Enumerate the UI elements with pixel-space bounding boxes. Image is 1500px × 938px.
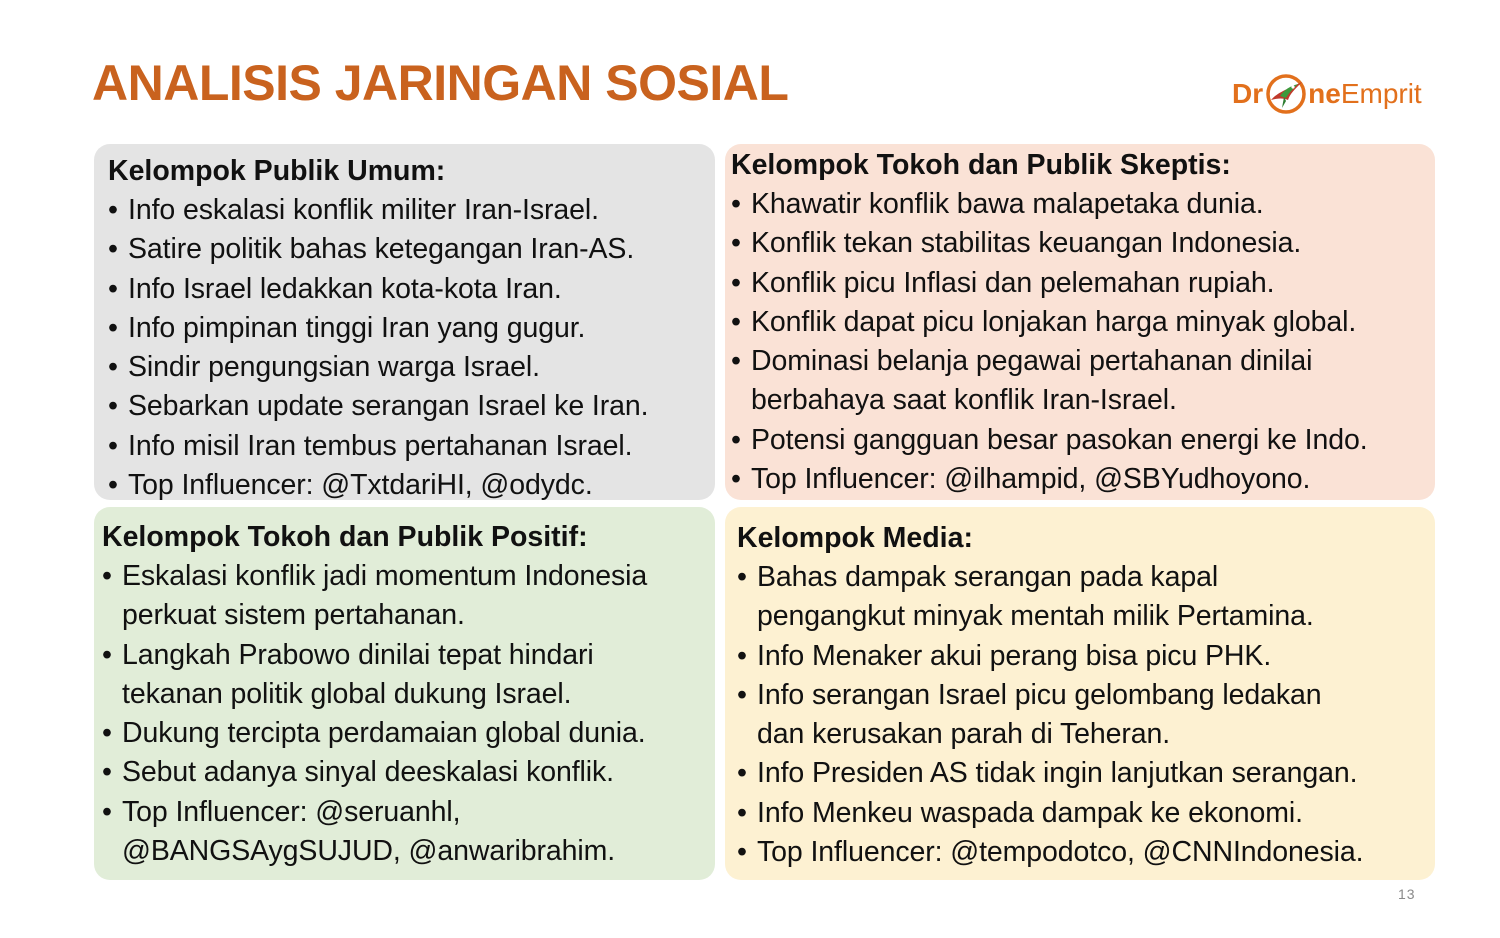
logo-text-emprit: Emprit: [1340, 78, 1422, 109]
list-item: • Top Influencer: @ilhampid, @SBYudhoyono.: [731, 460, 1368, 499]
panel-title: Kelompok Media:: [737, 522, 973, 554]
list-item: • Info misil Iran tembus pertahanan Israel.: [108, 427, 648, 466]
panel-tokoh-skeptis: [725, 144, 1435, 500]
logo-text-ne: ne: [1308, 78, 1341, 109]
drone-emprit-logo: [1232, 66, 1442, 122]
list-item: • Info Menaker akui perang bisa picu PHK.: [737, 637, 1363, 676]
list-item: • Top Influencer: @seruanhl, @BANGSAygSUJUD, @anwaribrahim.: [102, 793, 647, 872]
panel-tokoh-positif: [94, 507, 715, 880]
list-item: • Khawatir konflik bawa malapetaka dunia.: [731, 185, 1368, 224]
slide-title: ANALISIS JARINGAN SOSIAL: [92, 55, 789, 111]
list-item: • Info Menkeu waspada dampak ke ekonomi.: [737, 794, 1363, 833]
list-item: • Top Influencer: @tempodotco, @CNNIndonesia.: [737, 833, 1363, 872]
bullet-list: [737, 558, 1363, 872]
list-item: • Potensi gangguan besar pasokan energi ke Indo.: [731, 421, 1368, 460]
list-item: • Info pimpinan tinggi Iran yang gugur.: [108, 309, 648, 348]
page-number: 13: [1398, 886, 1416, 902]
list-item: • Sebut adanya sinyal deeskalasi konflik.: [102, 753, 647, 792]
panel-title: Kelompok Publik Umum:: [108, 155, 446, 187]
list-item: • Konflik dapat picu lonjakan harga minyak global.: [731, 303, 1368, 342]
list-item: • Langkah Prabowo dinilai tepat hindari tekanan politik global dukung Israel.: [102, 636, 647, 715]
panel-title: Kelompok Tokoh dan Publik Positif:: [102, 521, 588, 553]
panel-media: [725, 507, 1435, 880]
list-item: • Info eskalasi konflik militer Iran-Israel.: [108, 191, 648, 230]
logo-text-dr: Dr: [1232, 78, 1264, 109]
bullet-list: [731, 185, 1368, 499]
list-item: • Sindir pengungsian warga Israel.: [108, 348, 648, 387]
list-item: • Dukung tercipta perdamaian global dunia.: [102, 714, 647, 753]
list-item: • Info serangan Israel picu gelombang ledakan dan kerusakan parah di Teheran.: [737, 676, 1363, 755]
bullet-list: [102, 557, 647, 871]
list-item: • Info Israel ledakkan kota-kota Iran.: [108, 270, 648, 309]
list-item: • Top Influencer: @TxtdariHI, @odydc.: [108, 466, 648, 500]
list-item: • Konflik picu Inflasi dan pelemahan rupiah.: [731, 264, 1368, 303]
panel-title: Kelompok Tokoh dan Publik Skeptis:: [731, 149, 1231, 181]
list-item: • Satire politik bahas ketegangan Iran-AS.: [108, 230, 648, 269]
list-item: • Sebarkan update serangan Israel ke Iran.: [108, 387, 648, 426]
panel-publik-umum: [94, 144, 715, 500]
list-item: • Dominasi belanja pegawai pertahanan dinilai berbahaya saat konflik Iran-Israel.: [731, 342, 1368, 421]
list-item: • Bahas dampak serangan pada kapal pengangkut minyak mentah milik Pertamina.: [737, 558, 1363, 637]
bullet-list: [108, 191, 648, 500]
bird-in-circle-icon: [1262, 70, 1310, 118]
list-item: • Eskalasi konflik jadi momentum Indonesia perkuat sistem pertahanan.: [102, 557, 647, 636]
list-item: • Info Presiden AS tidak ingin lanjutkan serangan.: [737, 754, 1363, 793]
list-item: • Konflik tekan stabilitas keuangan Indonesia.: [731, 224, 1368, 263]
